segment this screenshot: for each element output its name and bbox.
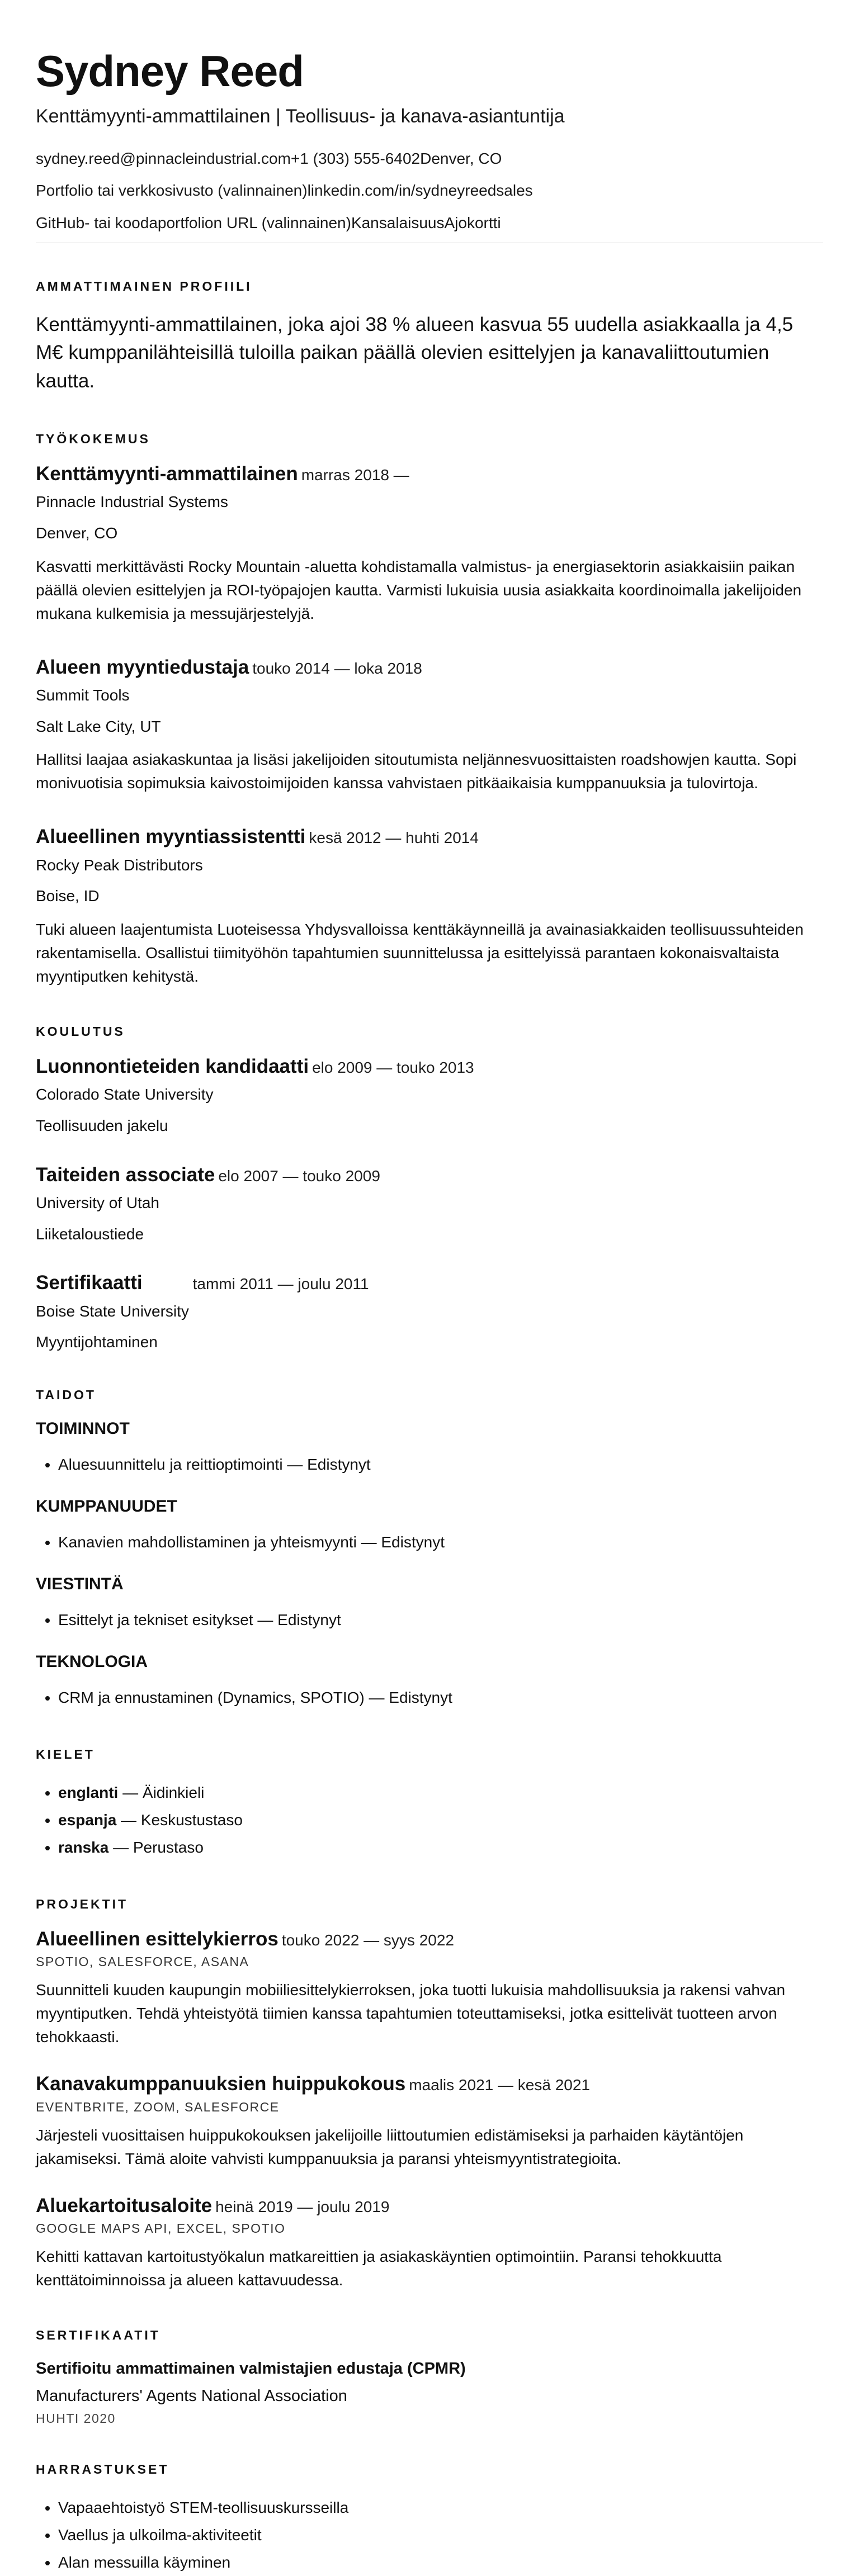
project-description: Suunnitteli kuuden kaupungin mobiiliesittelykierroksen, joka tuotti lukuisia mahdollisuuksia ja rakensi vahvan myyntiputken. Tehdä yhteistyötä tiimien kanssa tapahtumien toteuttamiseksi, jotka esittelivät tuotteen arvon tehokkaasti. [36,1981,786,2046]
certification-name: Sertifioitu ammattimainen valmistajien edustaja (CPMR) [36,2360,466,2378]
contact-line-3 [36,214,823,233]
contact-email[interactable]: sydney.reed@pinnacleindustrial.com [36,149,291,167]
project-dates: touko 2022 — syys 2022 [281,1931,454,1949]
job-company: Rocky Peak Distributors [36,856,203,874]
degree-field: Myyntijohtaminen [36,1333,158,1351]
projects-section [36,1897,823,2293]
section-title: TAIDOT [36,1387,96,1402]
degree-title: Sertifikaatti [36,1272,143,1294]
language-item [58,1779,823,1806]
language-name: englanti [58,1783,119,1801]
interest-item: • Vapaaehtoistyö STEM-teollisuuskursseilla [58,2494,823,2521]
project-name: Aluekartoitusaloite [36,2194,213,2217]
degree-dates: elo 2007 — touko 2009 [218,1167,380,1185]
project-tech: EVENTBRITE, ZOOM, SALESFORCE [36,2099,280,2114]
candidate-subtitle: Kenttämyynti-ammattilainen | Teollisuus- ja kanava-asiantuntija [36,106,565,127]
skill-group [36,1419,823,1478]
job-location: Boise, ID [36,887,100,905]
skills-section [36,1388,823,1711]
experience-entry [36,463,823,626]
project-description: Kehitti kattavan kartoitustyökalun matkareittien ja asiakaskäyntien optimointiin. Paransi tehokkuutta kenttätoiminnoissa ja alueen kattavuudessa. [36,2248,722,2289]
job-dates: marras 2018 — [301,466,409,484]
contact-drivers-license: Ajokortti [444,214,501,231]
language-name: ranska [58,1838,109,1856]
certification-date: HUHTI 2020 [36,2411,116,2426]
contact-line-2 [36,181,823,200]
skill-group-title: VIESTINTÄ [36,1574,124,1593]
job-title: Alueellinen myyntiassistentti [36,826,306,848]
skill-item: • Kanavien mahdollistaminen ja yhteismyynti — Edistynyt [58,1528,823,1556]
section-title: PROJEKTIT [36,1896,129,1911]
language-level: — Äidinkieli [118,1783,205,1801]
skill-item: • Esittelyt ja tekniset esitykset — Edistynyt [58,1606,823,1633]
languages-list [36,1779,823,1861]
certification-issuer: Manufacturers' Agents National Association [36,2387,347,2405]
section-title: KOULUTUS [36,1024,125,1039]
language-level: — Perustaso [108,1838,204,1856]
project-name: Kanavakumppanuuksien huippukokous [36,2073,406,2095]
section-title: TYÖKOKEMUS [36,431,150,446]
project-tech: SPOTIO, SALESFORCE, ASANA [36,1954,249,1969]
skill-group-title: TOIMINNOT [36,1419,130,1438]
project-description: Järjesteli vuosittaisen huippukokouksen jakelijoille liittoutumien edistämiseksi ja parhaiden käytäntöjen jakamiseksi. Tämä aloite vahvisti kumppanuuksia ja paransi yhteismyyntistrategioita. [36,2126,744,2167]
profile-section [36,279,823,396]
certification-entry [36,2360,823,2426]
skill-item: • CRM ja ennustaminen (Dynamics, SPOTIO) — Edistynyt [58,1684,823,1711]
school-name: Boise State University [36,1302,189,1320]
job-description: Hallitsi laajaa asiakaskuntaa ja lisäsi jakelijoiden sitoutumista neljännesvuosittaisten roadshowjen kautta. Sopi monivuotisia sopimuksia kaivostoimijoiden kanssa vahvistaen pitkäaikaisia kumppanuuksia ja tulovirtoja. [36,751,797,792]
section-title: SERTIFIKAATIT [36,2328,161,2343]
skill-group-title: TEKNOLOGIA [36,1652,148,1671]
interests-list [36,2494,823,2576]
degree-field: Liiketaloustiede [36,1225,144,1243]
experience-entry [36,657,823,795]
education-entry [36,1056,823,1135]
job-company: Pinnacle Industrial Systems [36,493,228,511]
contact-portfolio[interactable]: Portfolio tai verkkosivusto (valinnainen) [36,182,308,200]
education-entry [36,1272,823,1352]
degree-field: Teollisuuden jakelu [36,1116,168,1134]
contact-line-1 [36,149,823,168]
degree-title: Luonnontieteiden kandidaatti [36,1055,309,1077]
section-title: HARRASTUKSET [36,2462,169,2477]
language-item [58,1834,823,1861]
job-location: Salt Lake City, UT [36,717,161,735]
section-title: AMMATTIMAINEN PROFIILI [36,278,252,293]
section-title: KIELET [36,1746,95,1761]
interests-section [36,2462,823,2576]
job-description: Kasvatti merkittävästi Rocky Mountain -aluetta kohdistamalla valmistus- ja energiasektorin asiakkaisiin paikan päällä olevien esittelyjen ja ROI-työpajojen kautta. Varmisti lukuisia uusia asiakkaita koordinoimalla jakelijoiden mukana kulkemisia ja messujärjestelyjä. [36,557,802,622]
job-dates: touko 2014 — loka 2018 [252,659,422,677]
interest-item: • Alan messuilla käyminen [58,2549,823,2576]
experience-section [36,432,823,988]
job-dates: kesä 2012 — huhti 2014 [309,829,479,847]
job-title: Kenttämyynti-ammattilainen [36,462,298,485]
skill-item: • Aluesuunnittelu ja reittioptimointi — Edistynyt [58,1451,823,1478]
contact-phone[interactable]: +1 (303) 555-6402 [290,149,421,167]
contact-citizenship: Kansalaisuus [351,214,445,231]
contact-linkedin[interactable]: linkedin.com/in/sydneyreedsales [307,182,533,200]
certifications-section [36,2328,823,2426]
education-entry [36,1164,823,1244]
project-tech: GOOGLE MAPS API, EXCEL, SPOTIO [36,2221,286,2236]
profile-summary: Kenttämyynti-ammattilainen, joka ajoi 38 % alueen kasvua 55 uudella asiakkaalla ja 4,5 M€ kumppanilähteisillä tuloilla paikan päällä olevien esittelyjen ja kanavaliittoutumien kautta. [36,313,794,392]
project-entry [36,2195,823,2293]
job-company: Summit Tools [36,686,130,704]
skill-group [36,1575,823,1633]
school-name: University of Utah [36,1194,159,1212]
experience-entry [36,826,823,988]
skill-group [36,1652,823,1711]
language-name: espanja [58,1811,117,1829]
degree-dates: elo 2009 — touko 2013 [312,1058,474,1076]
resume-header [36,46,823,243]
job-description: Tuki alueen laajentumista Luoteisessa Yhdysvalloissa kenttäkäynneillä ja avainasiakkaiden teollisuussuhteiden rakentamisella. Osallistui tiimityöhön tapahtumien suunnittelussa ja esittelyissä parantaen kokonaisvaltaista myyntiputken kehitystä. [36,920,804,985]
degree-dates: tammi 2011 — joulu 2011 [192,1275,369,1293]
project-entry [36,2073,823,2171]
project-dates: heinä 2019 — joulu 2019 [215,2198,390,2215]
job-location: Denver, CO [36,524,118,542]
degree-title: Taiteiden associate [36,1163,215,1186]
language-level: — Keskustustaso [116,1811,243,1829]
candidate-name: Sydney Reed [36,46,304,96]
languages-section [36,1747,823,1861]
project-dates: maalis 2021 — kesä 2021 [409,2076,590,2094]
contact-location: Denver, CO [420,149,502,167]
interest-item: • Vaellus ja ulkoilma-aktiviteetit [58,2521,823,2549]
project-name: Alueellinen esittelykierros [36,1928,279,1950]
job-title: Alueen myyntiedustaja [36,656,249,678]
skill-group-title: KUMPPANUUDET [36,1497,177,1516]
school-name: Colorado State University [36,1086,214,1104]
project-entry [36,1929,823,2049]
language-item [58,1806,823,1834]
education-section [36,1024,823,1352]
contact-github[interactable]: GitHub- tai koodaportfolion URL (valinnainen) [36,214,351,231]
skill-group [36,1497,823,1556]
